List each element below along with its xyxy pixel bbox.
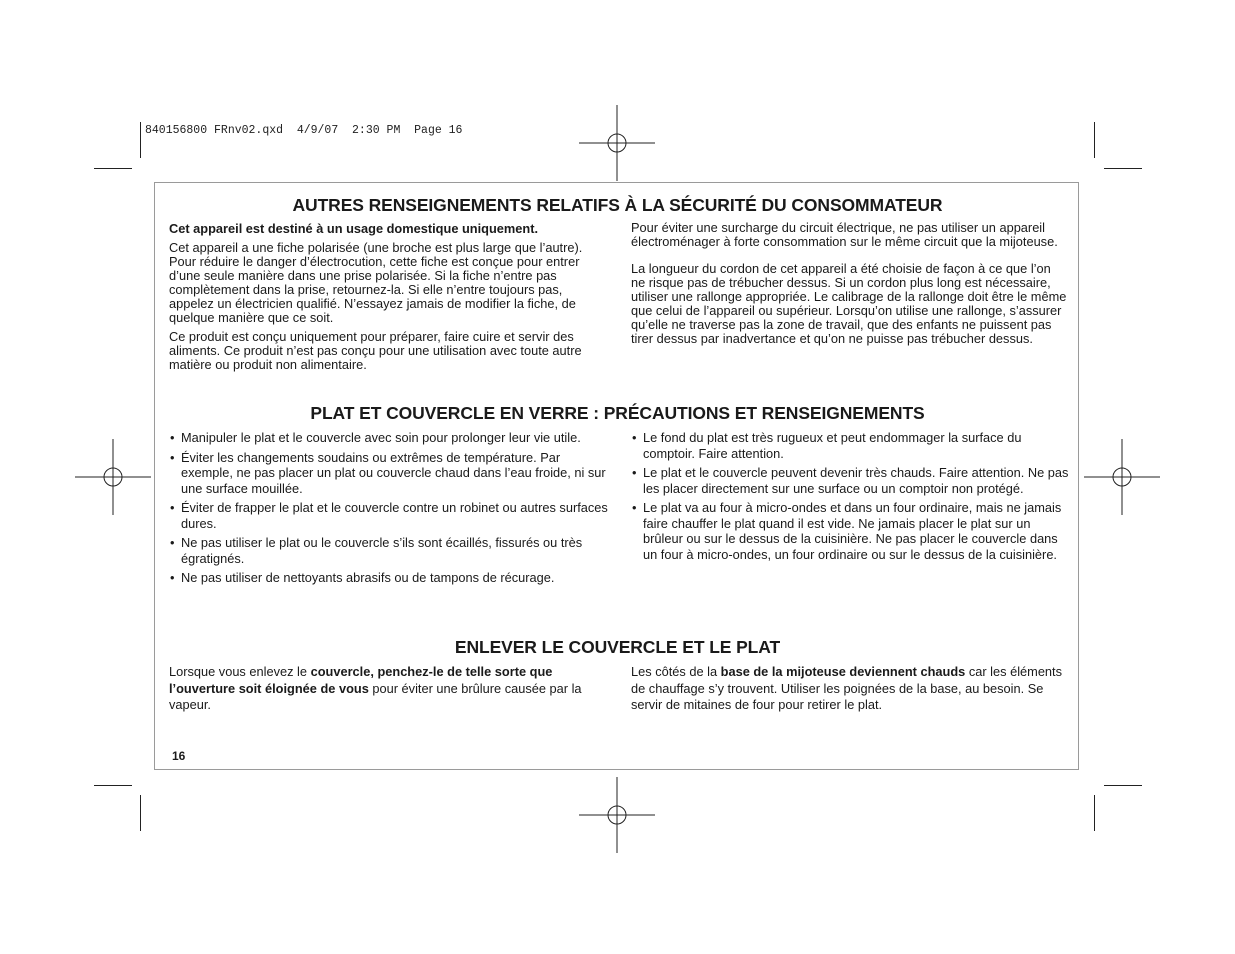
glass-left-column — [169, 430, 609, 590]
list-item: • Le fond du plat est très rugueux et peut endommager la surface du comptoir. Faire attention. — [631, 430, 1071, 461]
list-item: • Éviter de frapper le plat et le couvercle contre un robinet ou autres surfaces dures. — [169, 500, 609, 531]
remove-lid-text-post: pour éviter une brûlure causée par la vapeur. — [169, 680, 582, 712]
crop-mark — [1094, 122, 1095, 158]
registration-mark-icon — [579, 105, 655, 181]
page-frame — [154, 182, 1079, 770]
list-item: • Ne pas utiliser le plat ou le couvercle s’ils sont écaillés, fissurés ou très égratignés. — [169, 535, 609, 566]
section-title-glass: PLAT ET COUVERCLE EN VERRE : PRÉCAUTIONS ET RENSEIGNEMENTS — [310, 403, 925, 423]
page-number: 16 — [172, 749, 186, 763]
remove-left-column — [169, 664, 609, 714]
glass-right-column — [631, 430, 1071, 566]
list-item: • Manipuler le plat et le couvercle avec soin pour prolonger leur vie utile. — [169, 430, 609, 446]
safety-cord-text: La longueur du cordon de cet appareil a été choisie de façon à ce que l’on ne risque pas de trébucher dessus. Si un cordon plus long est nécessaire, utiliser une rallonge appropriée. Le calibrage de la rallonge doit être le même que celui de l’appareil ou supérieur. Lorsqu’on utilise une rallonge, s’assurer qu’elle ne traverse pas la zone de travail, que des enfants ne puissent pas tirer dessus par inadvertance et qu’on ne puisse pas trébucher dessus. — [631, 261, 1067, 346]
remove-lid-text — [169, 664, 609, 714]
list-item: • Ne pas utiliser de nettoyants abrasifs ou de tampons de récurage. — [169, 570, 609, 586]
crop-mark — [1104, 785, 1142, 786]
safety-polarized-plug-text: Cet appareil a une fiche polarisée (une broche est plus large que l’autre). Pour réduire le danger d’électrocution, cette fiche est conçue pour entrer d’une seule manière dans une prise polarisée. Si la fiche n’entre pas complètement dans la prise, retournez-la. Si elle n’entre toujours pas, appelez un électricien qualifié. N’essayez jamais de modifier la fiche, de quelque manière que ce soit. — [169, 240, 583, 325]
list-item: • Le plat va au four à micro-ondes et dans un four ordinaire, mais ne jamais faire chauffer le plat quand il est vide. Ne jamais placer le plat sur un brûleur ou sur le dessus de la cuisinière. Ne pas placer le couvercle dans un four à micro-ondes, un four ordinaire ou sur le dessus de la cuisinière. — [631, 500, 1071, 562]
crop-mark — [140, 795, 141, 831]
hot-base-text-bold: base de la mijoteuse deviennent chauds — [720, 664, 966, 679]
crop-mark — [140, 122, 141, 158]
registration-mark-icon — [579, 777, 655, 853]
list-item: • Éviter les changements soudains ou extrêmes de température. Par exemple, ne pas placer un plat ou couvercle chaud dans l’eau froide, ni sur une surface mouillée. — [169, 450, 609, 497]
hot-base-text-pre: Les côtés de la — [631, 664, 721, 679]
safety-circuit-text: Pour éviter une surcharge du circuit électrique, ne pas utiliser un appareil électroménager à forte consommation sur le même circuit que la mijoteuse. — [631, 220, 1058, 249]
hot-base-text-post: car les éléments de chauffage s’y trouvent. Utiliser les poignées de la base, au besoin. Se servir de mitaines de four pour retirer le plat. — [631, 664, 1063, 712]
safety-left-heading: Cet appareil est destiné à un usage domestique uniquement. — [169, 221, 539, 236]
registration-mark-icon — [1084, 439, 1160, 515]
remove-lid-text-pre: Lorsque vous enlevez le — [169, 664, 311, 679]
crop-mark — [1094, 795, 1095, 831]
safety-left-column — [169, 222, 609, 377]
section-title-safety: AUTRES RENSEIGNEMENTS RELATIFS À LA SÉCURITÉ DU CONSOMMATEUR — [292, 195, 943, 215]
safety-right-column — [631, 221, 1068, 351]
glass-left-list — [169, 430, 609, 586]
crop-mark — [94, 785, 132, 786]
remove-lid-text-bold: couvercle, penchez-le de telle sorte que l’ouverture soit éloignée de vous — [169, 664, 553, 696]
crop-mark — [94, 168, 132, 169]
registration-mark-icon — [75, 439, 151, 515]
crop-mark — [1104, 168, 1142, 169]
remove-right-column — [631, 664, 1068, 714]
section-title-remove: ENLEVER LE COUVERCLE ET LE PLAT — [454, 637, 781, 657]
print-slug: 840156800 FRnv02.qxd 4/9/07 2:30 PM Page 16 — [145, 124, 463, 137]
hot-base-text — [631, 664, 1068, 714]
list-item: • Le plat et le couvercle peuvent devenir très chauds. Faire attention. Ne pas les placer directement sur une surface ou un comptoir non protégé. — [631, 465, 1071, 496]
safety-food-use-text: Ce produit est conçu uniquement pour préparer, faire cuire et servir des aliments. Ce produit n’est pas conçu pour une utilisation avec toute autre matière ou produit non alimentaire. — [169, 329, 582, 372]
glass-right-list — [631, 430, 1071, 562]
